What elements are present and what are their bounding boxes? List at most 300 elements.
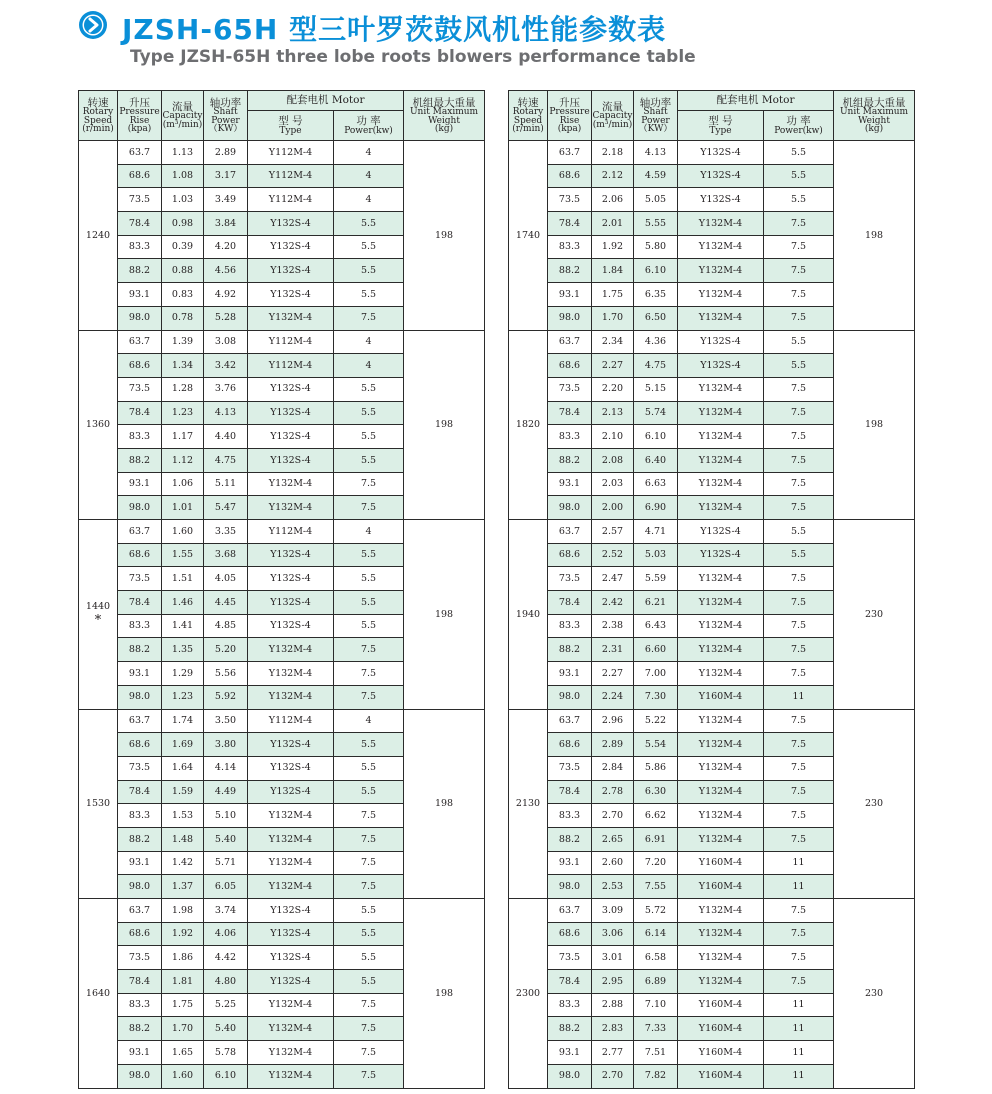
motor-power-cell: 4 <box>334 354 404 378</box>
pressure-cell: 68.6 <box>118 543 162 567</box>
pressure-cell: 88.2 <box>118 1017 162 1041</box>
header-capacity-en-1: Capacity <box>592 111 633 122</box>
motor-power-cell: 5.5 <box>334 448 404 472</box>
header-weight-cn: 机组最大重量 <box>412 96 476 109</box>
motor-power-cell: 5.5 <box>334 543 404 567</box>
capacity-cell: 1.70 <box>162 1017 204 1041</box>
capacity-cell: 2.03 <box>592 472 634 496</box>
motor-power-cell: 7.5 <box>764 780 834 804</box>
pressure-cell: 83.3 <box>118 993 162 1017</box>
pressure-cell: 73.5 <box>118 377 162 401</box>
motor-power-cell: 5.5 <box>334 780 404 804</box>
header-motor-power <box>764 111 834 141</box>
motor-power-cell: 7.5 <box>764 425 834 449</box>
capacity-cell: 1.59 <box>162 780 204 804</box>
capacity-cell: 1.41 <box>162 614 204 638</box>
header-weight-en-3: (kg) <box>864 123 884 134</box>
capacity-cell: 2.70 <box>592 804 634 828</box>
rotary-speed-value: 1820 <box>515 419 541 430</box>
capacity-cell: 2.53 <box>592 875 634 899</box>
pressure-cell: 98.0 <box>118 1064 162 1088</box>
capacity-cell: 2.01 <box>592 212 634 236</box>
pressure-cell: 98.0 <box>548 1064 592 1088</box>
unit-weight-cell: 198 <box>404 899 485 1089</box>
shaft-power-cell: 4.42 <box>204 946 248 970</box>
shaft-power-cell: 4.71 <box>634 520 678 544</box>
motor-model-cell: Y132M-4 <box>678 733 764 757</box>
motor-model-cell: Y160M-4 <box>678 851 764 875</box>
pressure-cell: 68.6 <box>548 164 592 188</box>
motor-model-cell: Y132S-4 <box>248 448 334 472</box>
pressure-cell: 88.2 <box>118 259 162 283</box>
shaft-power-cell: 5.28 <box>204 306 248 330</box>
header-weight-en-2: Weight <box>428 115 460 126</box>
pressure-cell: 73.5 <box>118 188 162 212</box>
pressure-cell: 78.4 <box>118 401 162 425</box>
shaft-power-cell: 6.10 <box>634 425 678 449</box>
rotary-speed-cell <box>509 141 548 331</box>
header-shaft-cn: 轴功率 <box>209 96 242 109</box>
capacity-cell: 1.70 <box>592 306 634 330</box>
motor-power-cell: 7.5 <box>764 496 834 520</box>
capacity-cell: 1.08 <box>162 164 204 188</box>
header-pressure-en-3: (kpa) <box>127 123 152 134</box>
capacity-cell: 1.51 <box>162 567 204 591</box>
capacity-cell: 0.83 <box>162 283 204 307</box>
capacity-cell: 1.13 <box>162 141 204 165</box>
shaft-power-cell: 3.76 <box>204 377 248 401</box>
pressure-cell: 83.3 <box>118 235 162 259</box>
capacity-cell: 1.60 <box>162 520 204 544</box>
motor-model-cell: Y132M-4 <box>678 899 764 923</box>
motor-model-cell: Y132M-4 <box>248 638 334 662</box>
motor-power-cell: 7.5 <box>764 709 834 733</box>
motor-model-cell: Y132S-4 <box>248 733 334 757</box>
motor-power-cell: 7.5 <box>764 946 834 970</box>
shaft-power-cell: 4.56 <box>204 259 248 283</box>
motor-model-cell: Y132M-4 <box>248 662 334 686</box>
unit-weight-cell: 230 <box>834 520 915 710</box>
header-speed <box>509 91 548 141</box>
capacity-cell: 0.98 <box>162 212 204 236</box>
capacity-cell: 2.77 <box>592 1041 634 1065</box>
motor-model-cell: Y132S-4 <box>248 922 334 946</box>
rotary-speed-value: 1740 <box>515 229 541 241</box>
capacity-cell: 1.29 <box>162 662 204 686</box>
motor-model-cell: Y132S-4 <box>678 141 764 165</box>
shaft-power-cell: 6.35 <box>634 283 678 307</box>
rotary-speed-cell <box>79 330 118 520</box>
pressure-cell: 88.2 <box>548 448 592 472</box>
motor-power-cell: 7.5 <box>764 638 834 662</box>
motor-power-cell: 5.5 <box>334 591 404 615</box>
motor-power-cell: 7.5 <box>764 733 834 757</box>
motor-model-cell: Y132M-4 <box>678 662 764 686</box>
capacity-cell: 1.39 <box>162 330 204 354</box>
motor-model-cell: Y132M-4 <box>248 804 334 828</box>
pressure-cell: 63.7 <box>548 520 592 544</box>
shaft-power-cell: 5.47 <box>204 496 248 520</box>
capacity-cell: 2.08 <box>592 448 634 472</box>
pressure-cell: 88.2 <box>548 1017 592 1041</box>
shaft-power-cell: 6.30 <box>634 780 678 804</box>
pressure-cell: 93.1 <box>118 283 162 307</box>
shaft-power-cell: 6.50 <box>634 306 678 330</box>
capacity-cell: 1.92 <box>592 235 634 259</box>
shaft-power-cell: 3.42 <box>204 354 248 378</box>
capacity-cell: 2.84 <box>592 756 634 780</box>
pressure-cell: 98.0 <box>118 496 162 520</box>
header-speed <box>79 91 118 141</box>
header-shaft-en-1: Shaft <box>213 107 238 118</box>
pressure-cell: 78.4 <box>548 401 592 425</box>
header-shaft-en-3: （KW） <box>208 123 243 134</box>
motor-model-cell: Y112M-4 <box>248 164 334 188</box>
pressure-cell: 78.4 <box>548 591 592 615</box>
capacity-cell: 1.48 <box>162 827 204 851</box>
header-speed-en-1: Rotary <box>82 107 114 118</box>
capacity-cell: 1.55 <box>162 543 204 567</box>
motor-power-cell: 7.5 <box>764 756 834 780</box>
pressure-cell: 88.2 <box>118 638 162 662</box>
table-row <box>79 520 485 544</box>
header-speed-en-3: (r/min) <box>82 123 114 134</box>
capacity-cell: 1.65 <box>162 1041 204 1065</box>
pressure-cell: 73.5 <box>118 567 162 591</box>
header-shaft-en-3: （KW） <box>638 123 673 134</box>
header-weight-en-1: Unit Maximum <box>839 107 909 118</box>
motor-power-cell: 7.5 <box>334 496 404 520</box>
motor-model-cell: Y132M-4 <box>678 401 764 425</box>
pressure-cell: 73.5 <box>118 756 162 780</box>
motor-power-cell: 7.5 <box>764 567 834 591</box>
shaft-power-cell: 4.80 <box>204 970 248 994</box>
header-pressure-en-2: Rise <box>129 115 150 126</box>
motor-power-cell: 7.5 <box>334 638 404 662</box>
header-capacity-en-2: (m³/min) <box>162 119 203 130</box>
shaft-power-cell: 3.68 <box>204 543 248 567</box>
capacity-cell: 2.65 <box>592 827 634 851</box>
motor-power-cell: 7.5 <box>764 591 834 615</box>
capacity-cell: 2.88 <box>592 993 634 1017</box>
motor-power-cell: 7.5 <box>334 851 404 875</box>
capacity-cell: 1.53 <box>162 804 204 828</box>
shaft-power-cell: 5.40 <box>204 1017 248 1041</box>
motor-power-cell: 7.5 <box>334 827 404 851</box>
capacity-cell: 2.57 <box>592 520 634 544</box>
pressure-cell: 68.6 <box>118 354 162 378</box>
capacity-cell: 2.47 <box>592 567 634 591</box>
motor-model-cell: Y132M-4 <box>678 922 764 946</box>
pressure-cell: 63.7 <box>118 709 162 733</box>
shaft-power-cell: 7.30 <box>634 685 678 709</box>
motor-model-cell: Y112M-4 <box>248 709 334 733</box>
page-header <box>78 8 978 72</box>
capacity-cell: 2.27 <box>592 354 634 378</box>
capacity-cell: 2.18 <box>592 141 634 165</box>
pressure-cell: 63.7 <box>118 330 162 354</box>
capacity-cell: 1.34 <box>162 354 204 378</box>
page-title: JZSH-65H 型三叶罗茨鼓风机性能参数表 <box>122 13 667 46</box>
motor-model-cell: Y160M-4 <box>678 875 764 899</box>
motor-model-cell: Y132S-4 <box>678 354 764 378</box>
shaft-power-cell: 4.75 <box>634 354 678 378</box>
motor-power-cell: 4 <box>334 164 404 188</box>
capacity-cell: 2.27 <box>592 662 634 686</box>
motor-model-cell: Y132M-4 <box>248 496 334 520</box>
shaft-power-cell: 5.03 <box>634 543 678 567</box>
motor-model-cell: Y132S-4 <box>248 567 334 591</box>
motor-power-cell: 7.5 <box>764 401 834 425</box>
motor-power-cell: 7.5 <box>764 283 834 307</box>
motor-power-cell: 5.5 <box>334 899 404 923</box>
header-power-cn: 功 率 <box>356 115 381 128</box>
motor-model-cell: Y132M-4 <box>248 827 334 851</box>
motor-power-cell: 5.5 <box>334 970 404 994</box>
header-model-en: Type <box>709 125 732 136</box>
pressure-cell: 73.5 <box>548 567 592 591</box>
rotary-speed-value: 1440 <box>85 600 111 612</box>
shaft-power-cell: 5.56 <box>204 662 248 686</box>
motor-model-cell: Y132M-4 <box>678 804 764 828</box>
shaft-power-cell: 6.60 <box>634 638 678 662</box>
table-row <box>509 709 915 733</box>
capacity-cell: 2.38 <box>592 614 634 638</box>
motor-model-cell: Y132S-4 <box>248 614 334 638</box>
motor-power-cell: 7.5 <box>764 306 834 330</box>
shaft-power-cell: 5.05 <box>634 188 678 212</box>
pressure-cell: 98.0 <box>548 875 592 899</box>
motor-model-cell: Y132M-4 <box>678 591 764 615</box>
unit-weight-cell: 198 <box>404 520 485 710</box>
motor-model-cell: Y132M-4 <box>248 472 334 496</box>
capacity-cell: 2.78 <box>592 780 634 804</box>
header-pressure <box>118 91 162 141</box>
motor-model-cell: Y112M-4 <box>248 188 334 212</box>
motor-model-cell: Y112M-4 <box>248 354 334 378</box>
motor-model-cell: Y132S-4 <box>248 212 334 236</box>
shaft-power-cell: 5.22 <box>634 709 678 733</box>
capacity-cell: 1.75 <box>162 993 204 1017</box>
shaft-power-cell: 5.78 <box>204 1041 248 1065</box>
motor-model-cell: Y132M-4 <box>678 259 764 283</box>
capacity-cell: 1.23 <box>162 401 204 425</box>
motor-power-cell: 4 <box>334 520 404 544</box>
table-row <box>79 709 485 733</box>
shaft-power-cell: 6.10 <box>634 259 678 283</box>
table-body-right <box>509 141 915 1089</box>
pressure-cell: 83.3 <box>118 425 162 449</box>
shaft-power-cell: 5.92 <box>204 685 248 709</box>
motor-power-cell: 5.5 <box>764 141 834 165</box>
pressure-cell: 98.0 <box>118 306 162 330</box>
shaft-power-cell: 4.49 <box>204 780 248 804</box>
header-pressure-en-2: Rise <box>559 115 580 126</box>
motor-power-cell: 7.5 <box>764 804 834 828</box>
motor-power-cell: 7.5 <box>334 306 404 330</box>
shaft-power-cell: 5.40 <box>204 827 248 851</box>
shaft-power-cell: 6.91 <box>634 827 678 851</box>
shaft-power-cell: 3.17 <box>204 164 248 188</box>
capacity-cell: 1.64 <box>162 756 204 780</box>
rotary-speed-cell <box>79 141 118 331</box>
motor-model-cell: Y112M-4 <box>248 141 334 165</box>
capacity-cell: 1.74 <box>162 709 204 733</box>
table-row <box>509 520 915 544</box>
motor-power-cell: 5.5 <box>764 520 834 544</box>
capacity-cell: 1.92 <box>162 922 204 946</box>
motor-model-cell: Y132M-4 <box>678 425 764 449</box>
pressure-cell: 98.0 <box>118 685 162 709</box>
header-weight-en-2: Weight <box>858 115 890 126</box>
shaft-power-cell: 6.90 <box>634 496 678 520</box>
capacity-cell: 2.00 <box>592 496 634 520</box>
pressure-cell: 98.0 <box>548 496 592 520</box>
motor-model-cell: Y132S-4 <box>248 543 334 567</box>
unit-weight-cell: 230 <box>834 709 915 899</box>
pressure-cell: 93.1 <box>548 662 592 686</box>
shaft-power-cell: 7.51 <box>634 1041 678 1065</box>
motor-model-cell: Y132M-4 <box>248 1017 334 1041</box>
motor-model-cell: Y160M-4 <box>678 1041 764 1065</box>
header-motor-model <box>678 111 764 141</box>
pressure-cell: 83.3 <box>118 804 162 828</box>
shaft-power-cell: 6.40 <box>634 448 678 472</box>
shaft-power-cell: 2.89 <box>204 141 248 165</box>
motor-model-cell: Y160M-4 <box>678 685 764 709</box>
capacity-cell: 1.98 <box>162 899 204 923</box>
motor-model-cell: Y132M-4 <box>678 235 764 259</box>
capacity-cell: 2.42 <box>592 591 634 615</box>
capacity-cell: 1.01 <box>162 496 204 520</box>
capacity-cell: 1.84 <box>592 259 634 283</box>
motor-power-cell: 7.5 <box>334 685 404 709</box>
motor-power-cell: 5.5 <box>334 946 404 970</box>
shaft-power-cell: 3.74 <box>204 899 248 923</box>
header-power-cn: 功 率 <box>786 115 811 128</box>
shaft-power-cell: 3.08 <box>204 330 248 354</box>
motor-power-cell: 7.5 <box>764 377 834 401</box>
shaft-power-cell: 4.13 <box>634 141 678 165</box>
motor-power-cell: 7.5 <box>334 993 404 1017</box>
pressure-cell: 68.6 <box>118 922 162 946</box>
performance-table-left <box>78 90 485 1089</box>
motor-power-cell: 5.5 <box>764 188 834 212</box>
pressure-cell: 73.5 <box>548 946 592 970</box>
capacity-cell: 3.01 <box>592 946 634 970</box>
unit-weight-cell: 198 <box>834 330 915 520</box>
rotary-speed-cell <box>79 899 118 1089</box>
pressure-cell: 83.3 <box>548 993 592 1017</box>
capacity-cell: 1.69 <box>162 733 204 757</box>
header-model-cn: 型 号 <box>708 115 733 128</box>
capacity-cell: 1.12 <box>162 448 204 472</box>
motor-power-cell: 7.5 <box>334 875 404 899</box>
header-capacity-en-2: (m³/min) <box>592 119 633 130</box>
motor-model-cell: Y112M-4 <box>248 330 334 354</box>
shaft-power-cell: 7.33 <box>634 1017 678 1041</box>
motor-power-cell: 11 <box>764 1064 834 1088</box>
pressure-cell: 88.2 <box>548 638 592 662</box>
header-pressure-cn: 升压 <box>559 96 580 109</box>
motor-power-cell: 7.5 <box>764 259 834 283</box>
header-motor <box>678 91 834 111</box>
header-motor <box>248 91 404 111</box>
capacity-cell: 2.34 <box>592 330 634 354</box>
capacity-cell: 2.20 <box>592 377 634 401</box>
shaft-power-cell: 5.55 <box>634 212 678 236</box>
capacity-cell: 2.83 <box>592 1017 634 1041</box>
motor-model-cell: Y132M-4 <box>678 756 764 780</box>
shaft-power-cell: 6.89 <box>634 970 678 994</box>
motor-model-cell: Y132S-4 <box>248 780 334 804</box>
motor-model-cell: Y112M-4 <box>248 520 334 544</box>
header-speed-en-3: (r/min) <box>512 123 544 134</box>
motor-power-cell: 5.5 <box>764 164 834 188</box>
motor-model-cell: Y132M-4 <box>678 614 764 638</box>
header-pressure-en-1: Pressure <box>119 107 160 118</box>
motor-power-cell: 7.5 <box>764 448 834 472</box>
capacity-cell: 2.89 <box>592 733 634 757</box>
motor-power-cell: 5.5 <box>334 922 404 946</box>
motor-power-cell: 5.5 <box>334 377 404 401</box>
shaft-power-cell: 3.50 <box>204 709 248 733</box>
pressure-cell: 73.5 <box>548 756 592 780</box>
pressure-cell: 93.1 <box>548 1041 592 1065</box>
motor-model-cell: Y132M-4 <box>248 851 334 875</box>
pressure-cell: 93.1 <box>118 851 162 875</box>
motor-model-cell: Y132M-4 <box>678 780 764 804</box>
pressure-cell: 68.6 <box>548 543 592 567</box>
motor-model-cell: Y132S-4 <box>678 188 764 212</box>
shaft-power-cell: 3.49 <box>204 188 248 212</box>
shaft-power-cell: 6.58 <box>634 946 678 970</box>
pressure-cell: 63.7 <box>118 520 162 544</box>
motor-power-cell: 5.5 <box>334 567 404 591</box>
unit-weight-cell: 198 <box>404 141 485 331</box>
header-weight-cn: 机组最大重量 <box>842 96 906 109</box>
motor-model-cell: Y132M-4 <box>248 993 334 1017</box>
pressure-cell: 68.6 <box>118 733 162 757</box>
motor-power-cell: 7.5 <box>764 235 834 259</box>
capacity-cell: 1.28 <box>162 377 204 401</box>
capacity-cell: 1.42 <box>162 851 204 875</box>
header-power-en: Power(kw) <box>344 125 393 136</box>
capacity-cell: 2.70 <box>592 1064 634 1088</box>
motor-power-cell: 7.5 <box>764 899 834 923</box>
header-shaft-power <box>204 91 248 141</box>
shaft-power-cell: 3.80 <box>204 733 248 757</box>
motor-power-cell: 5.5 <box>334 235 404 259</box>
shaft-power-cell: 4.85 <box>204 614 248 638</box>
pressure-cell: 78.4 <box>118 970 162 994</box>
motor-power-cell: 5.5 <box>764 543 834 567</box>
motor-power-cell: 7.5 <box>334 1064 404 1088</box>
shaft-power-cell: 7.10 <box>634 993 678 1017</box>
motor-power-cell: 11 <box>764 1017 834 1041</box>
pressure-cell: 98.0 <box>548 685 592 709</box>
motor-power-cell: 11 <box>764 1041 834 1065</box>
header-pressure <box>548 91 592 141</box>
motor-model-cell: Y132S-4 <box>248 946 334 970</box>
motor-model-cell: Y132S-4 <box>248 425 334 449</box>
capacity-cell: 3.09 <box>592 899 634 923</box>
shaft-power-cell: 6.05 <box>204 875 248 899</box>
rotary-speed-value: 1530 <box>85 798 111 809</box>
motor-power-cell: 7.5 <box>764 970 834 994</box>
rotary-speed-cell <box>509 330 548 520</box>
rotary-speed-value: 2130 <box>515 798 541 809</box>
